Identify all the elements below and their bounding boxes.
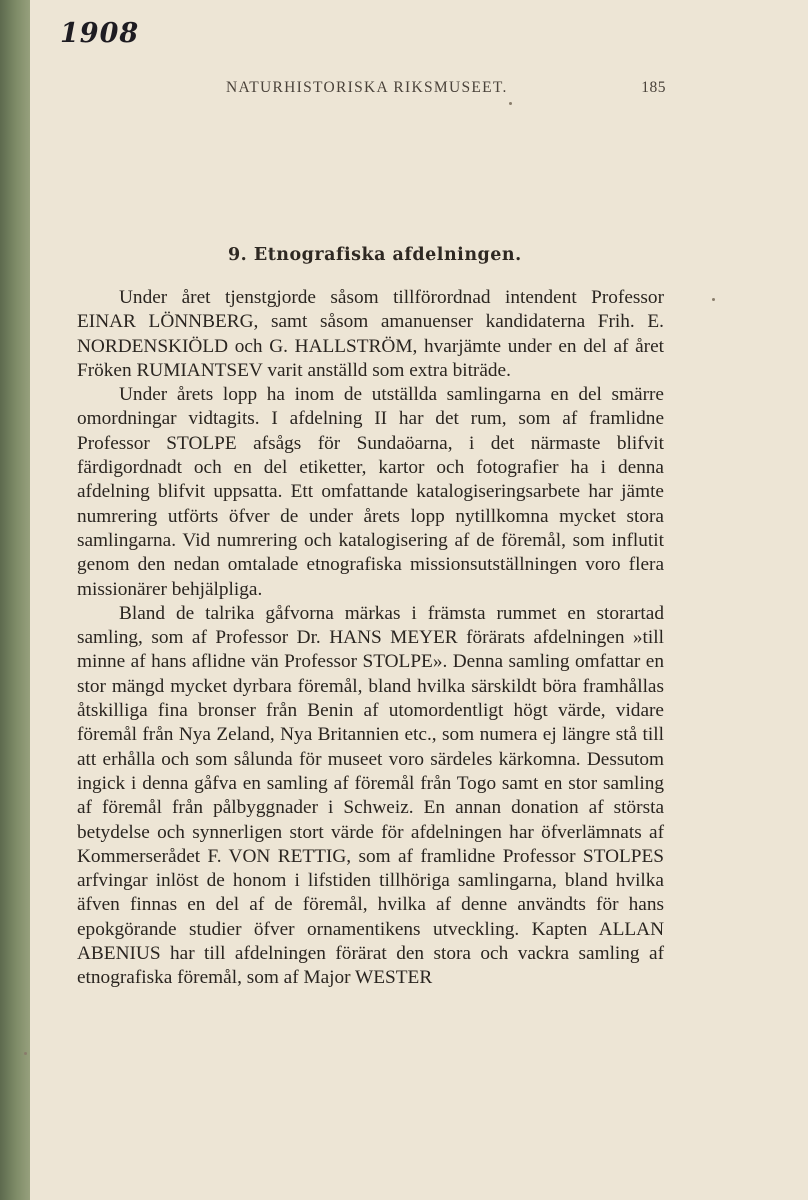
section-heading: 9. Etnografiska afdelningen. (228, 245, 522, 265)
running-header-title: NATURHISTORISKA RIKSMUSEET. (226, 79, 508, 96)
paragraph: Under året tjenstgjorde såsom tillförordnad intendent Professor EINAR LÖNNBERG, samt såsom amanuenser kandidaterna Frih. E. NORDENSKIÖLD och G. HALLSTRÖM, hvarjämte under en del af året Fröken RUMIANTSEV varit anställd som extra biträde. (77, 287, 664, 381)
green-binding-strip (0, 0, 30, 1200)
page-number: 185 (641, 79, 666, 96)
handwritten-year-note: 1908 (60, 18, 140, 49)
paragraph: Under årets lopp ha inom de utställda samlingarna en del smärre omordningar vidtagits. I afdelning II har det rum, som af framlidne Professor STOLPE afsågs för Sundaöarna, i det närmaste blifvit färdigordnadt och en del etiketter, kartor och fotografier ha i denna afdelning blifvit uppsatta. Ett omfattande katalogiseringsarbete har jämte numrering utförts öfver de under årets lopp nytillkomna mycket stora samlingarna. Vid numrering och katalogisering af de föremål, som influtit genom den nedan omtalade etnografiska missionsutställningen voro flera missionärer behjälpliga. (77, 384, 664, 600)
paper-speck (24, 1052, 27, 1055)
paper-speck (509, 102, 512, 105)
paragraph: Bland de talrika gåfvorna märkas i främsta rummet en storartad samling, som af Professor Dr. HANS MEYER förärats afdelningen »till minne af hans aflidne vän Professor STOLPE». Denna samling omfattar en stor mängd mycket dyrbara föremål, bland hvilka särskildt böra framhållas åtskilliga fina bronser från Benin af utomordentligt högt värde, vidare föremål från Nya Zeland, Nya Britannien etc., som numera ej längre stå till att erhålla och som sålunda för museet voro särdeles kärkomna. Dessutom ingick i denna gåfva en samling af föremål från Togo samt en stor samling af föremål från pålbyggnader i Schweiz. En annan donation af största betydelse och synnerligen stort värde för afdelningen har öfverlämnats af Kommerserådet F. VON RETTIG, som af framlidne Professor STOLPES arfvingar inlöst de honom i lifstiden tillhöriga samlingarna, bland hvilka äfven finnas en del af de föremål, hvilka af denne användts för hans epokgörande studier öfver ornamentikens utveckling. Kapten ALLAN ABENIUS har till afdelningen förärat den stora och vackra samling af etnografiska föremål, som af Major WESTER (77, 602, 664, 989)
body-text (77, 286, 664, 991)
paper-speck (712, 298, 715, 301)
